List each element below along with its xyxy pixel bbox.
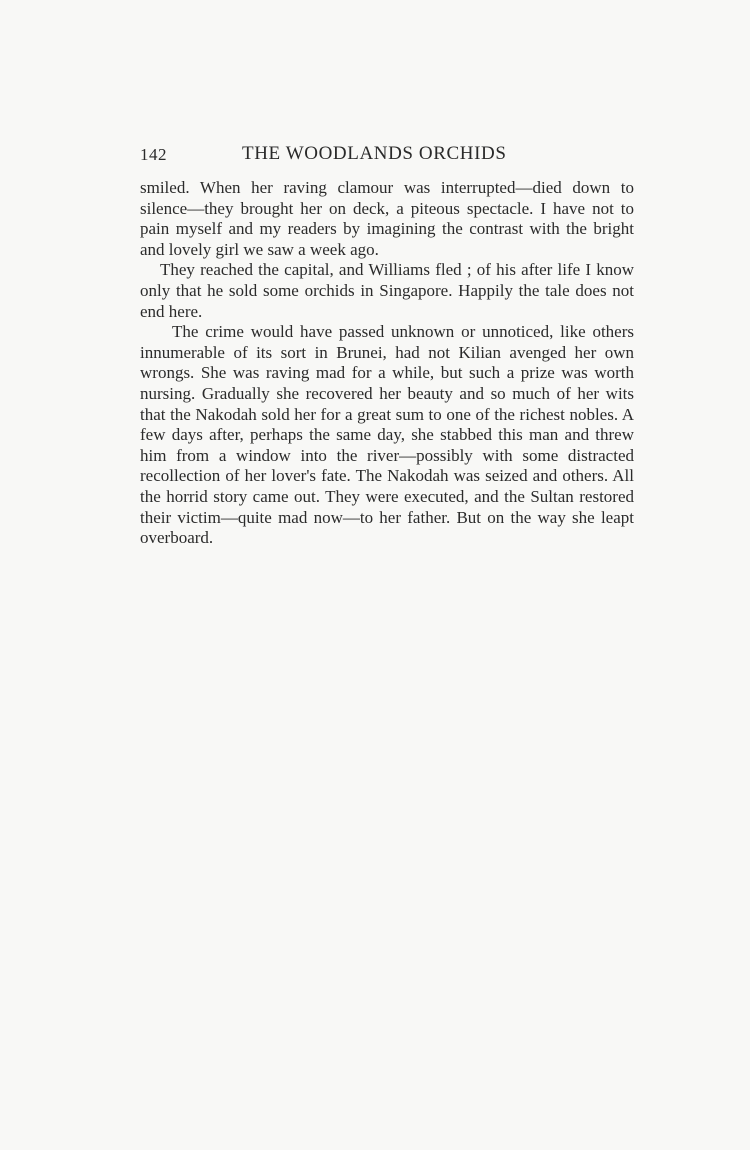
body-text [140,178,634,549]
running-title: THE WOODLANDS ORCHIDS [242,143,507,164]
paragraph-1: smiled. When her raving clamour was interrupted—died down to silence—they brought her on deck, a piteous spectacle. I have not to pain myself and my readers by imagining the contrast with the bright and lovely girl we saw a week ago. [140,178,634,259]
page-number: 142 [140,145,167,164]
paragraph-2: They reached the capital, and Williams fled ; of his after life I know only that he sold some orchids in Singapore. Happily the tale does not end here. [140,260,634,321]
paragraph-3: The crime would have passed unknown or unnoticed, like others innumerable of its sort in Brunei, had not Kilian avenged her own wrongs. She was raving mad for a while, but such a prize was worth nursing. Gradually she recovered her beauty and so much of her wits that the Nakodah sold her for a great sum to one of the richest nobles. A few days after, perhaps the same day, she stabbed this man and threw him from a window into the river—possibly with some distracted recollection of her lover's fate. The Nakodah was seized and others. All the horrid story came out. They were executed, and the Sultan restored their victim—quite mad now—to her father. But on the way she leapt overboard. [140,322,634,548]
running-head [140,143,640,169]
